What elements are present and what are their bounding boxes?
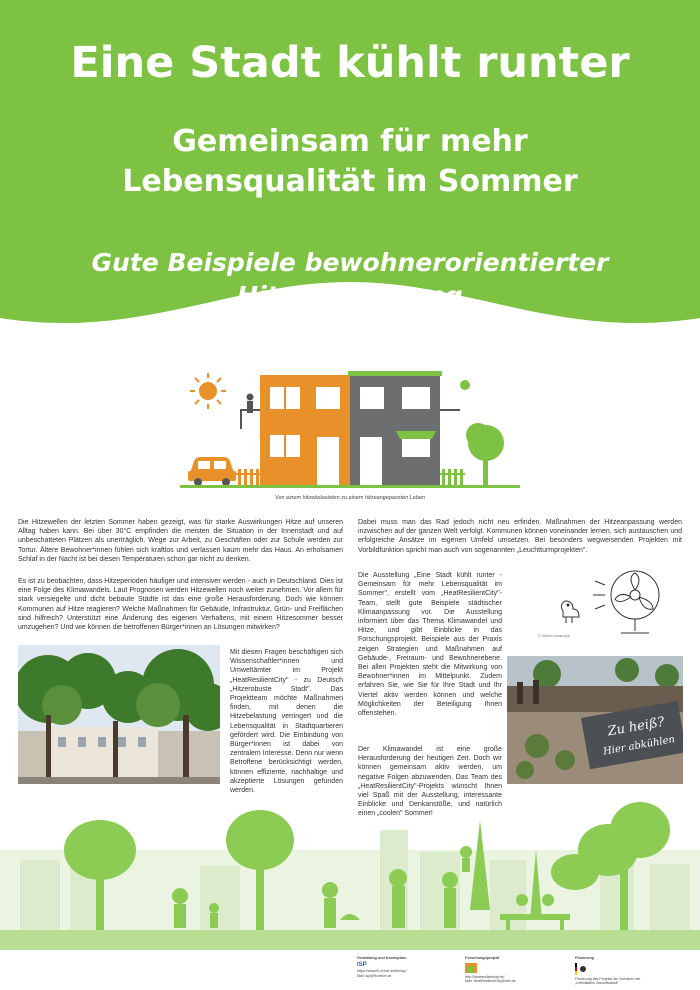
paragraph-exhibition: Die Ausstellung „Eine Stadt kühlt runter - Gemeinsam für mehr Lebensqualität im Sommer", erstellt vom „HeatResilientCity"-Team, stellt gute Beispiele städtischer Klimaanpassung vor. Die Ausstellung informiert über das Thema Klimawandel und Hitze, und gibt Einblicke in das Forschungsprojekt. Beispiele aus der Praxis zeigen Strategien und Maßnahmen auf Gebäude-, Freiraum- und Bewohnerebene. Bei allen Projekten steht die Mitwirkung von Bewohner*innen im Mittelpunkt. Zudem erfahren Sie, wie Sie für Ihre Stadt und Ihr Viertel aktiv werden können und welche Möglichkeiten der Beteiligung Ihnen offenstehen. [358, 572, 502, 718]
fence-left [236, 469, 261, 485]
fence-right [440, 469, 465, 485]
fan-credit: © Stefan Kowarczyk [538, 634, 570, 638]
ministry-logo [575, 963, 597, 975]
city-silhouette-scene [0, 790, 700, 950]
page-tagline: Gute Beispiele bewohnerorientierter Hitzeanpassung [91, 248, 609, 310]
sign-text-2: Hier abkühlen [602, 734, 676, 758]
paragraph-observation: Es ist zu beobachten, dass Hitzeperioden häufiger und intensiver werden - auch in Deutschland. Dies ist eine Folge des Klimawandels. Laut Prognosen werden Hitzewellen noch weiter zunehmen. Vor allem für stark versiegelte und dicht bebaute Städte ist das eine große Herausforderung. Doch wie können Kommunen auf Hitze reagieren? Welche Maßnahmen für Gebäude, Infrastruktur, Grün- und Freiflächen sind hilfreich? Unterstützt eine Änderung des eigenen Verhaltens, mit einem Hitzesommer besser umzugehen? Und wie können die betroffenen Bürger*innen an Lösungen mitwirken? [18, 578, 343, 632]
footer-design: Gestaltung und Konzeption ISP https://www.fh-erfurt.de/fhe/isp/ Mail: isp@fh-erfurt.de [357, 956, 447, 978]
sun-icon [190, 373, 226, 409]
page-title: Eine Stadt kühlt runter [70, 38, 630, 88]
isp-logo: ISP [357, 961, 367, 968]
car-icon [188, 457, 236, 486]
street-trees-photo [18, 645, 220, 784]
footer-funding: Förderung Förderung des Projekts als Vorhaben der „Leitinitiative Zukunftsstadt" [575, 956, 641, 985]
footer [0, 950, 700, 990]
orange-house [240, 375, 350, 485]
gray-house [348, 371, 470, 485]
paragraph-intro: Die Hitzewellen der letzten Sommer haben gezeigt, was für starke Auswirkungen Hitze auf unseren Alltag haben kann. Bei über 30°C empfinden die meisten die Situation in der Innenstadt und auf unbeschatteten Plätzen als unerträglich. Wege zur Arbeit, zu Geschäften oder zur Schule werden zur Tortur. Ältere Bewohner*innen fühlen sich kraftlos und verlassen kaum mehr das Haus. An erholsamen Schlaf in der Nacht ist bei diesen Temperaturen schon gar nicht zu denken. [18, 519, 343, 563]
illustration-caption: Von einem hitzebelasteten zu einem hitzeangepassten Leben [275, 495, 425, 501]
paragraph-closing: Der Klimawandel ist eine große Herausforderung der heutigen Zeit. Doch wir können gemeinsam aktiv werden, um negative Folgen abzuwenden. Das Team des „HeatResilientCity"-Projekts wünscht Ihnen viel Spaß mit der Ausstellung, interessante Einblicke und Denkanstöße, und natürlich einen „coolen" Sommer! [358, 746, 502, 818]
page-subtitle: Gemeinsam für mehr Lebensqualität im Sommer [122, 124, 578, 199]
sign-text-1: Zu heiß? [606, 714, 666, 740]
hrc-logo [465, 963, 477, 973]
houses-illustration [180, 365, 520, 493]
tree-icon [466, 423, 504, 485]
header-banner [0, 0, 700, 340]
paragraph-project: Mit diesen Fragen beschäftigen sich Wissenschaftler*innen und Umweltämter im Projekt „HeatResilientCity" - zu Deutsch „Hitzerobuste Stadt". Das Projektteam möchte Maßnahmen finden, mit denen die Hitzebelastung verringert und die Lebensqualität in Stadtquartieren gefördert wird. Die Einbindung von Bürger*innen ist dabei von zentralem Interesse. Denn nur wenn Betroffene berücksichtigt werden, können effiziente, nachhaltige und akzeptierte Lösungen gefunden werden. [230, 649, 343, 795]
paragraph-lighthouse: Dabei muss man das Rad jedoch nicht neu erfinden. Maßnahmen der Hitzeanpassung werden inzwischen auf der ganzen Welt verfolgt. Kommunen können voneinander lernen, sich austauschen und erfolgreiche Ansätze im eigenen Umfeld umsetzen. Bei besonders wegweisenden Projekten mit Vorbildfunktion spricht man auch von sogenannten „Leuchtturmprojekten". [358, 519, 682, 554]
cooling-sign-photo [507, 656, 683, 784]
fan-bird-drawing [535, 565, 685, 637]
footer-research: Forschungsprojekt http://heatresilientcity.de/ Mail: HeatResilientCity@ioer.de [465, 956, 516, 983]
